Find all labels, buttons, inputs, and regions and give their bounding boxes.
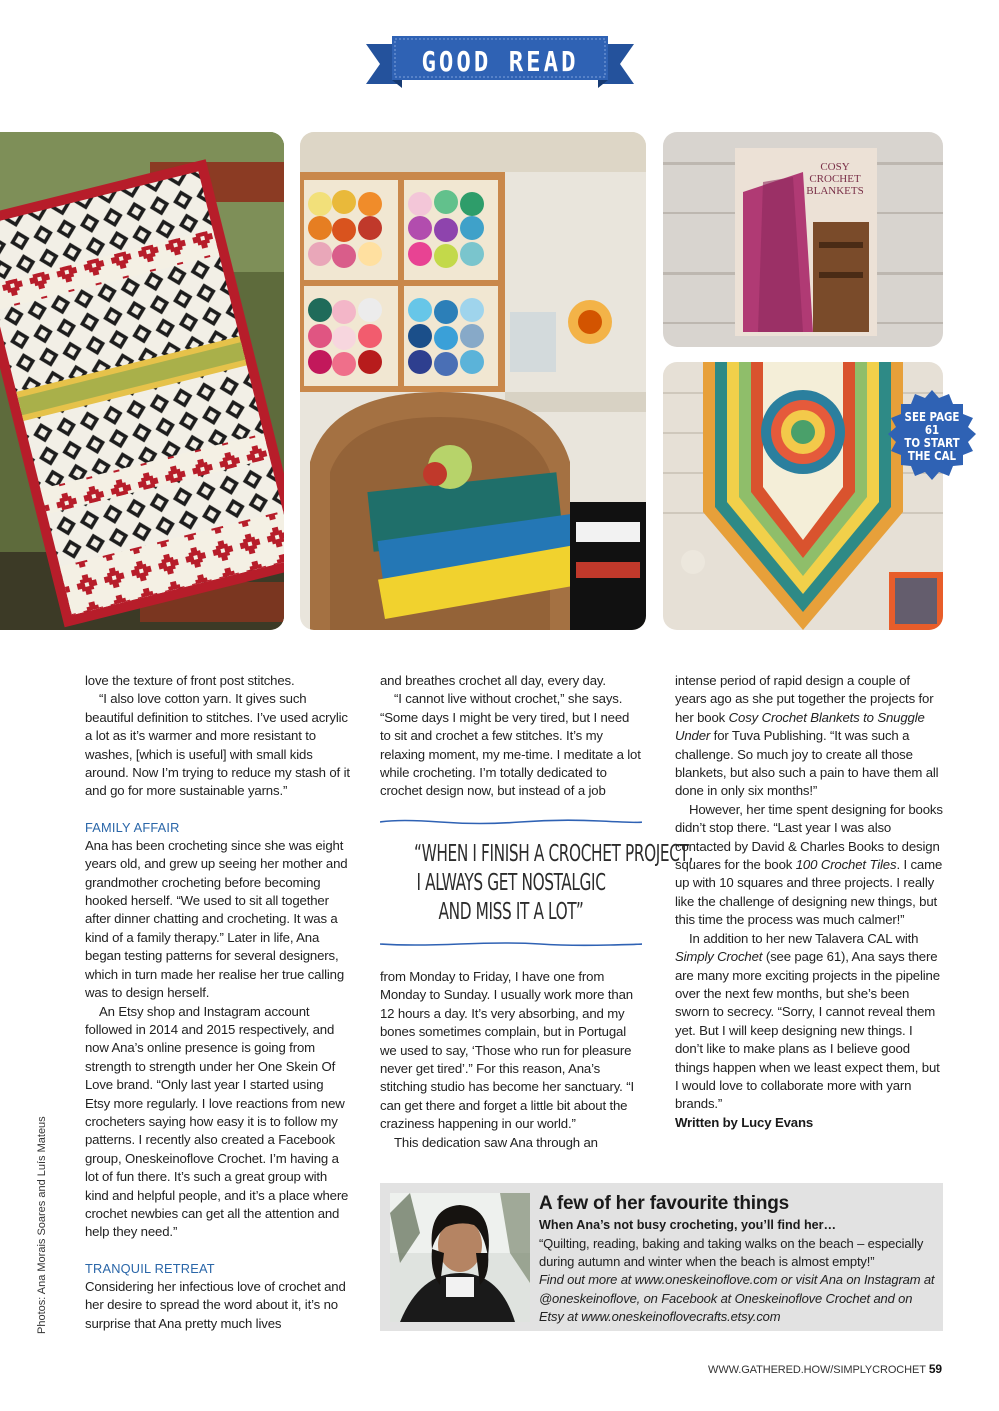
photo-credit: Photos: Ana Morais Soares and Luís Mateus: [36, 1116, 48, 1334]
favourites-quote: “Quilting, reading, baking and taking walks on the beach – especially during autumn and winter when the beach is almost empty!”: [539, 1236, 924, 1270]
article-column-1: [85, 672, 350, 1333]
favourites-subtitle: When Ana’s not busy crocheting, you’ll find her…: [539, 1218, 837, 1232]
paragraph: An Etsy shop and Instagram account followed in 2014 and 2015 respectively, and now Ana’s online presence is going from strength to strength under her One Skein Of Love brand. “Only last year I started using Etsy more regularly. I love reactions from new crocheters saying how easy it is to follow my patterns. I recently also created a Facebook group, Oneskeinoflove Crochet. I’m having a lot of fun there. It’s such a great group with kind and helpful people, and it’s a place where crochet newbies can get all the attention and help they need.”: [85, 1003, 349, 1240]
paragraph: Ana has been crocheting since she was eight years old, and grew up seeing her mother and grandmother crocheting before becoming hooked herself. “We used to sit all together after dinner chatting and crocheting. It was a kind of a family therapy.” Later in life, Ana began testing patterns for several designers, which in turn made her realise her true calling was to design herself.: [85, 837, 348, 1001]
paragraph: from Monday to Friday, I have one from Monday to Sunday. I usually work more than 12 hours a day. It’s very absorbing, and my bones sometimes complain, but in Portugal we used to say, ‘Those who run for pleasure never get tired’.” For this reason, Ana’s stitching studio has become her sanctuary. “I can get there and forget a little bit about the craziness happening in our world.”: [380, 969, 634, 1132]
paragraph: intense period of rapid design a couple of years ago as she put together the projects for her book Cosy Crochet Blankets to Snuggle Under for Tuva Publishing. “It was such a challenge. So much joy to create all those blankets, but also such a pain to have them all done in only six months!”: [675, 673, 939, 799]
quote-rule-bottom: [380, 940, 642, 948]
favourite-things-box: [380, 1183, 943, 1331]
page-number: 59: [928, 1362, 942, 1376]
byline: Written by Lucy Evans: [675, 1114, 814, 1130]
paragraph: “I also love cotton yarn. It gives such beautiful definition to stitches. I’ve used acrylic a lot as it’s warmer and more resistant to washes, [which is useful] with small kids around. Now I’m trying to reduce my stash of it and go for more sustainable yarns.”: [85, 691, 350, 799]
paragraph: Considering her infectious love of crochet and her desire to spread the word about it, it’s no surprise that Ana pretty much lives: [85, 1278, 346, 1331]
paragraph: However, her time spent designing for books didn’t stop there. “Last year I was also contacted by David & Charles Books to design squares for the book 100 Crochet Tiles. I came up with 10 squares and three projects. I really like the challenge of designing new things, but this time the process was much calmer!”: [675, 801, 943, 928]
see-page-badge[interactable]: [884, 388, 980, 484]
pull-quote: [380, 818, 694, 948]
svg-text:BLANKETS: BLANKETS: [806, 185, 864, 197]
book-title: Cosy Crochet Blankets to Snuggle Under: [675, 709, 925, 744]
footer-url[interactable]: WWW.GATHERED.HOW/SIMPLYCROCHET: [708, 1364, 926, 1376]
quote-rule-top: [380, 818, 642, 826]
favourites-title: A few of her favourite things: [539, 1193, 790, 1214]
book-cover-photo: [663, 132, 943, 347]
favourites-links: Find out more at www.oneskeinoflove.com or visit Ana on Instagram at @oneskeinoflove, on Facebook at Oneskeinoflove Crochet and on Etsy at www.oneskeinoflovecrafts.etsy.com: [539, 1272, 935, 1324]
paragraph: In addition to her new Talavera CAL with Simply Crochet (see page 61), Ana says there are many more exciting projects in the pipeline over the next few months, but she’s been sworn to secrecy. “Sorry, I cannot reveal them yet. But I will keep designing new things. I don’t like to make plans as I believe good things happen when we least expect them, but I would love to collaborate more with yarn brands.”: [675, 930, 940, 1112]
pull-quote-line-3: AND MISS IT A LOT”: [438, 899, 584, 925]
blanket-on-bench-photo: [0, 132, 284, 630]
pull-quote-line-2: I ALWAYS GET NOSTALGIC: [416, 870, 606, 896]
paragraph: “I cannot live without crochet,” she says. “Some days I might be very tired, but I need to sit and crochet a few stitches. It’s my relaxing moment, my me-time. I meditate a lot while crocheting. I’m totally dedicated to crochet design now, but instead of a job: [380, 691, 641, 799]
article-column-2-bottom: [380, 968, 642, 1152]
subheading-tranquil-retreat: TRANQUIL RETREAT: [85, 1260, 215, 1276]
badge-line-1: SEE PAGE 61: [904, 409, 960, 437]
pull-quote-line-1: “WHEN I FINISH A CROCHET PROJECT,: [414, 841, 694, 867]
paragraph: love the texture of front post stitches.: [85, 673, 295, 688]
svg-text:CROCHET: CROCHET: [809, 173, 861, 185]
paragraph: and breathes crochet all day, every day.: [380, 673, 606, 688]
magazine-title: Simply Crochet: [675, 949, 763, 965]
article-column-2-top: [380, 672, 642, 801]
badge-line-2: TO START: [904, 435, 960, 450]
badge-line-3: THE CAL: [907, 448, 957, 463]
good-read-banner: [366, 34, 634, 90]
book-title-text: COSY: [820, 161, 850, 173]
ana-portrait-photo: [390, 1193, 530, 1322]
paragraph: This dedication saw Ana through an: [394, 1134, 598, 1150]
article-column-3: [675, 672, 943, 1132]
page-footer: [708, 1362, 942, 1376]
book-title: 100 Crochet Tiles: [795, 857, 897, 873]
banner-title: GOOD READ: [421, 45, 579, 79]
subheading-family-affair: FAMILY AFFAIR: [85, 819, 180, 835]
yarn-studio-photo: [300, 132, 646, 630]
